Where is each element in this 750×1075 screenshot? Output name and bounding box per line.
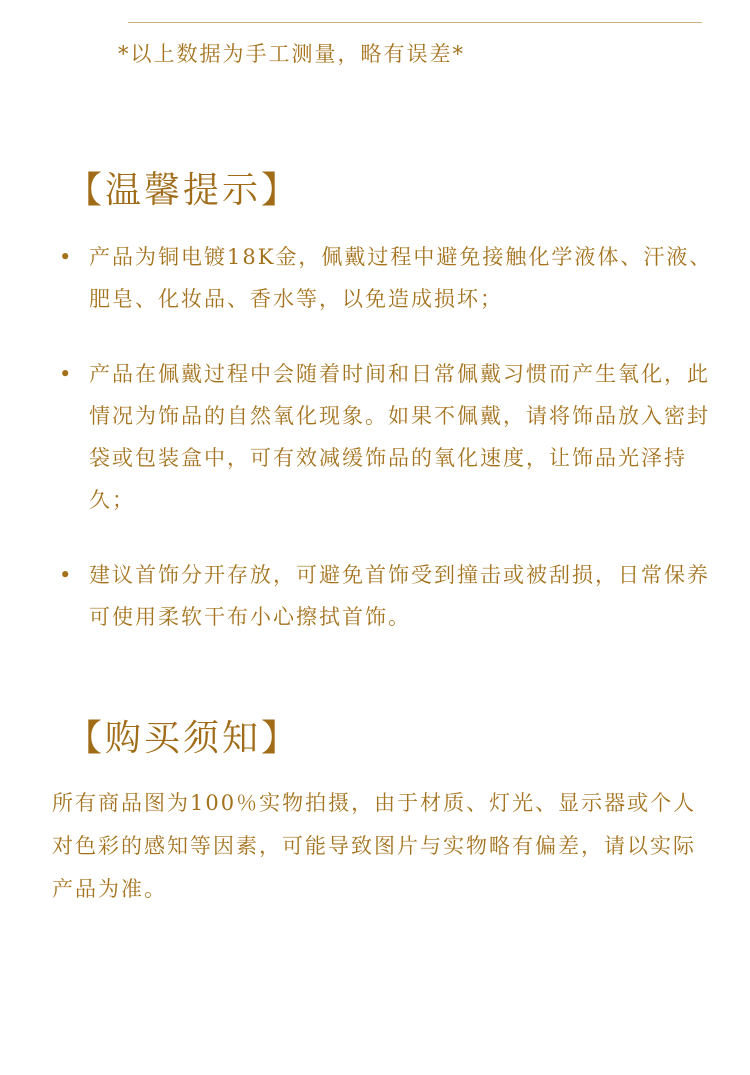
tip-text: 建议首饰分开存放，可避免首饰受到撞击或被刮损，日常保养可使用柔软干布小心擦拭首饰。 (89, 563, 710, 629)
tip-text: 产品在佩戴过程中会随着时间和日常佩戴习惯而产生氧化，此情况为饰品的自然氧化现象。如果不佩戴，请将饰品放入密封袋或包装盒中，可有效减缓饰品的氧化速度，让饰品光泽持久； (89, 362, 710, 512)
purchase-notice-text: 所有商品图为100％实物拍摄，由于材质、灯光、显示器或个人对色彩的感知等因素，可能导致图片与实物略有偏差，请以实际产品为准。 (52, 791, 697, 901)
measurement-note: *以上数据为手工测量，略有误差* (118, 42, 465, 66)
tip-text: 产品为铜电镀18K金，佩戴过程中避免接触化学液体、汗液、肥皂、化妆品、香水等，以免造成损坏； (89, 245, 713, 311)
bullet-icon: • (59, 563, 74, 587)
tip-item (55, 236, 715, 320)
tips-list (55, 236, 715, 671)
top-divider (128, 22, 702, 23)
tip-item (55, 554, 715, 638)
tips-section-title: 【温馨提示】 (66, 170, 301, 211)
bullet-icon: • (59, 245, 74, 269)
tip-item (55, 353, 715, 521)
purchase-section-title: 【购买须知】 (66, 718, 301, 759)
bullet-icon: • (59, 362, 74, 386)
